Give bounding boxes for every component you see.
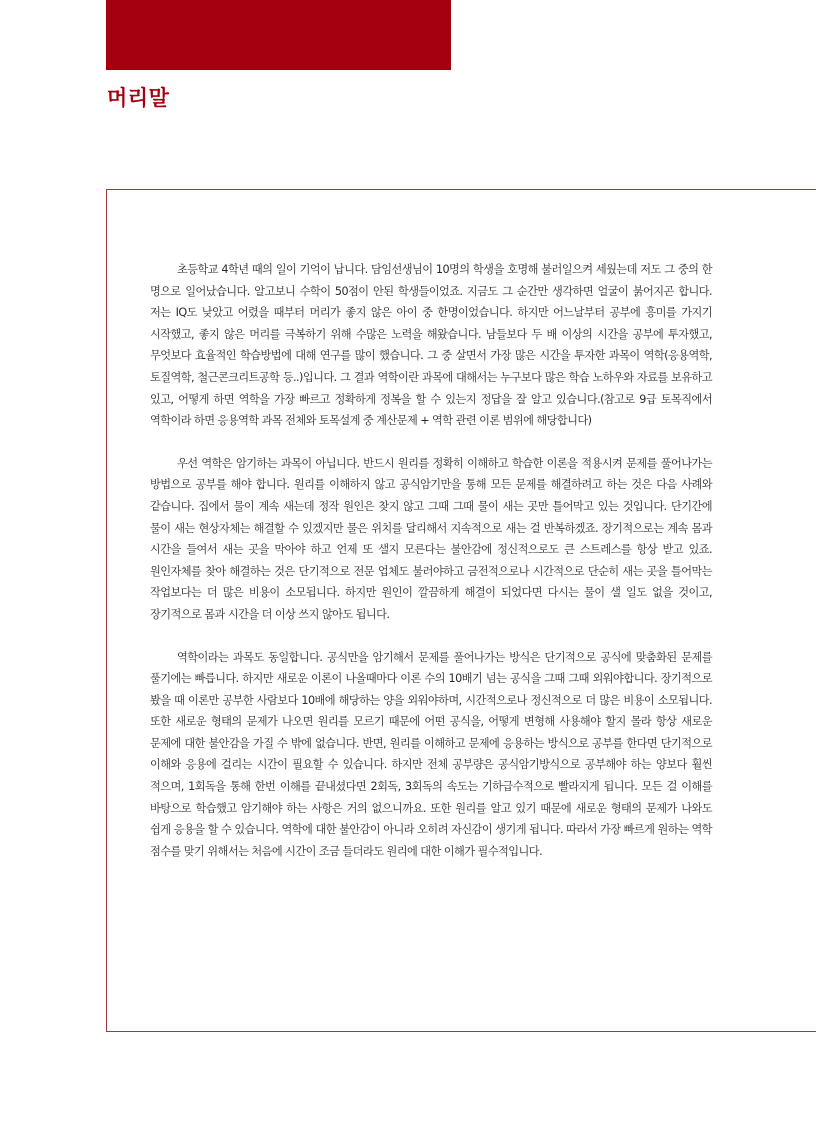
page-title: 머리말 [107, 86, 170, 110]
preface-paragraph-1: 초등학교 4학년 때의 일이 기억이 납니다. 담임선생님이 10명의 학생을 호명해 불러일으켜 세웠는데 저도 그 중의 한 명으로 일어났습니다. 알고보니 수학이 50점이 안된 학생들이었죠. 지금도 그 순간만 생각하면 얼굴이 붉어지곤 합니다. 저는 IQ도 낮았고 어렸을 때부터 머리가 좋지 않은 아이 중 한명이었습니다. 하지만 어느날부터 공부에 흥미를 가지기 시작했고, 좋지 않은 머리를 극복하기 위해 수많은 노력을 해왔습니다. 남들보다 두 배 이상의 시간을 공부에 투자했고, 무엇보다 효율적인 학습방법에 대해 연구를 많이 했습니다. 그 중 살면서 가장 많은 시간을 투자한 과목이 역학(응용역학, 토질역학, 철근콘크리트공학 등..)입니다. 그 결과 역학이란 과목에 대해서는 누구보다 많은 학습 노하우와 자료를 보유하고 있고, 어떻게 하면 역학을 가장 빠르고 정확하게 정복을 할 수 있는지 정답을 잘 알고 있습니다.(참고로 9급 토목직에서 역학이라 하면 응용역학 과목 전체와 토목설계 중 계산문제 + 역학 관련 이론 범위에 해당합니다) [150, 263, 712, 428]
header-color-bar [106, 0, 451, 70]
preface-paragraph-3: 역학이라는 과목도 동일합니다. 공식만을 암기해서 문제를 풀어나가는 방식은 단기적으로 공식에 맞춤화된 문제를 풀기에는 빠릅니다. 하지만 새로운 이론이 나올때마다 이론 수의 10배기 넘는 공식을 그때 그때 외워야합니다. 장기적으로 봤을 때 이론만 공부한 사람보다 10배에 해당하는 양을 외워야하며, 시간적으로나 정신적으로 더 많은 비용이 소모됩니다. 또한 새로운 형태의 문제가 나오면 원리를 모르기 때문에 어떤 공식을, 어떻게 변형해 사용해야 할지 몰라 항상 새로운 문제에 대한 불안감을 가질 수 밖에 없습니다. 반면, 원리를 이해하고 문제에 응용하는 방식으로 공부를 한다면 단기적으로 이해와 응용에 걸리는 시간이 필요할 수 있습니다. 하지만 전체 공부량은 공식암기방식으로 공부해야 하는 양보다 훨씬 적으며, 1회독을 통해 한번 이해를 끝내셨다면 2회독, 3회독의 속도는 기하급수적으로 빨라지게 됩니다. 모든 걸 이해를 바탕으로 학습했고 암기해야 하는 사항은 거의 없으니까요. 또한 원리를 알고 있기 때문에 새로운 형태의 문제가 나와도 쉽게 응용을 할 수 있습니다. 역학에 대한 불안감이 아니라 오히려 자신감이 생기게 됩니다. 따라서 가장 빠르게 원하는 역학 점수를 맞기 위해서는 처음에 시간이 조금 들더라도 원리에 대한 이해가 필수적입니다. [150, 650, 712, 858]
preface-body [150, 259, 712, 883]
preface-paragraph-2: 우선 역학은 암기하는 과목이 아닙니다. 반드시 원리를 정확히 이해하고 학습한 이론을 적용시켜 문제를 풀어나가는 방법으로 공부를 해야 합니다. 원리를 이해하지 않고 공식암기만을 통해 모든 문제를 해결하려고 하는 것은 다음 사례와 같습니다. 집에서 물이 계속 새는데 정작 원인은 찾지 않고 그때 그때 물이 새는 곳만 틀어막고 있는 것입니다. 단기간에 물이 새는 현상자체는 해결할 수 있겠지만 물은 위치를 달리해서 지속적으로 새는 걸 반복하겠죠. 장기적으로는 계속 몸과 시간을 들여서 새는 곳을 막아야 하고 언제 또 샐지 모른다는 불안감에 정신적으로도 큰 스트레스를 항상 받고 있죠. 원인자체를 찾아 해결하는 것은 단기적으로 전문 업체도 불러야하고 금전적으로나 시간적으로 단순히 새는 곳을 틀어막는 작업보다는 더 많은 비용이 소모됩니다. 하지만 원인이 깔끔하게 해결이 되었다면 다시는 물이 샐 일도 없을 것이고, 장기적으로 몸과 시간을 더 이상 쓰지 않아도 됩니다. [150, 456, 712, 621]
